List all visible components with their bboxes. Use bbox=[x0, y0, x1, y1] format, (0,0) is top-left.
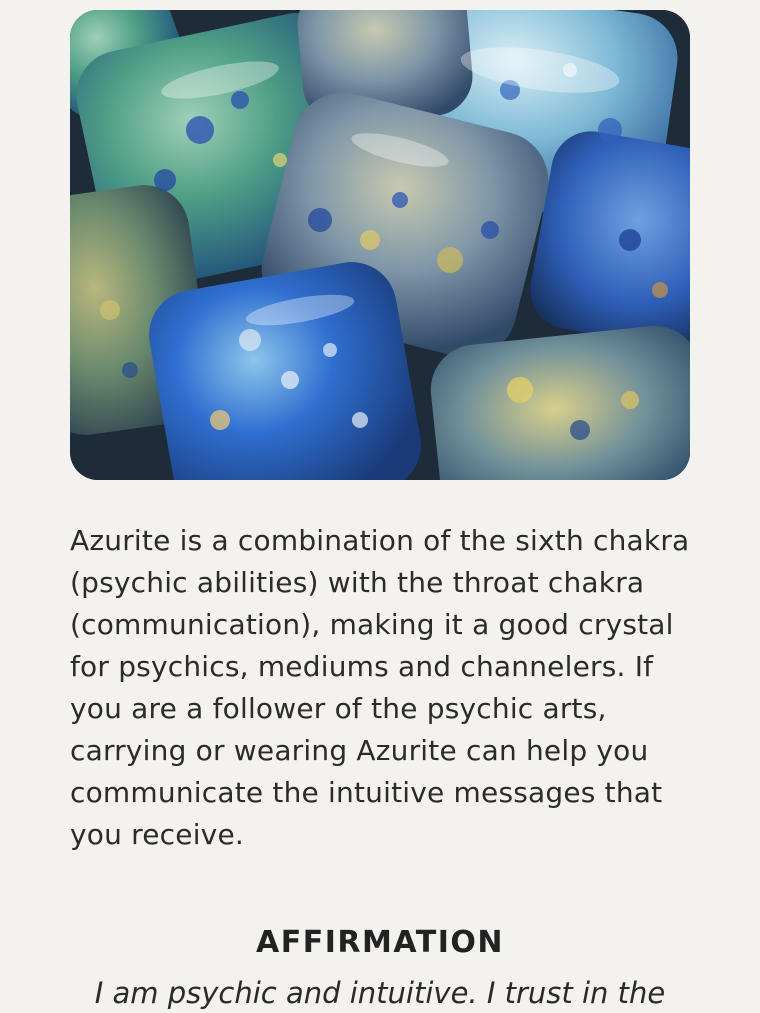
affirmation-heading: AFFIRMATION bbox=[256, 925, 504, 960]
stones-illustration bbox=[70, 10, 690, 480]
azurite-stones-photo bbox=[70, 10, 690, 480]
affirmation-text: I am psychic and intuitive. I trust in the bbox=[94, 976, 666, 1010]
crystal-description: Azurite is a combination of the sixth chakra (psychic abilities) with the throat chakra (communication), making it a good crystal for psychics, mediums and channelers. If you are a follower of the psychic arts, carrying or wearing Azurite can help you communicate the intuitive messages that you receive. bbox=[70, 524, 690, 851]
